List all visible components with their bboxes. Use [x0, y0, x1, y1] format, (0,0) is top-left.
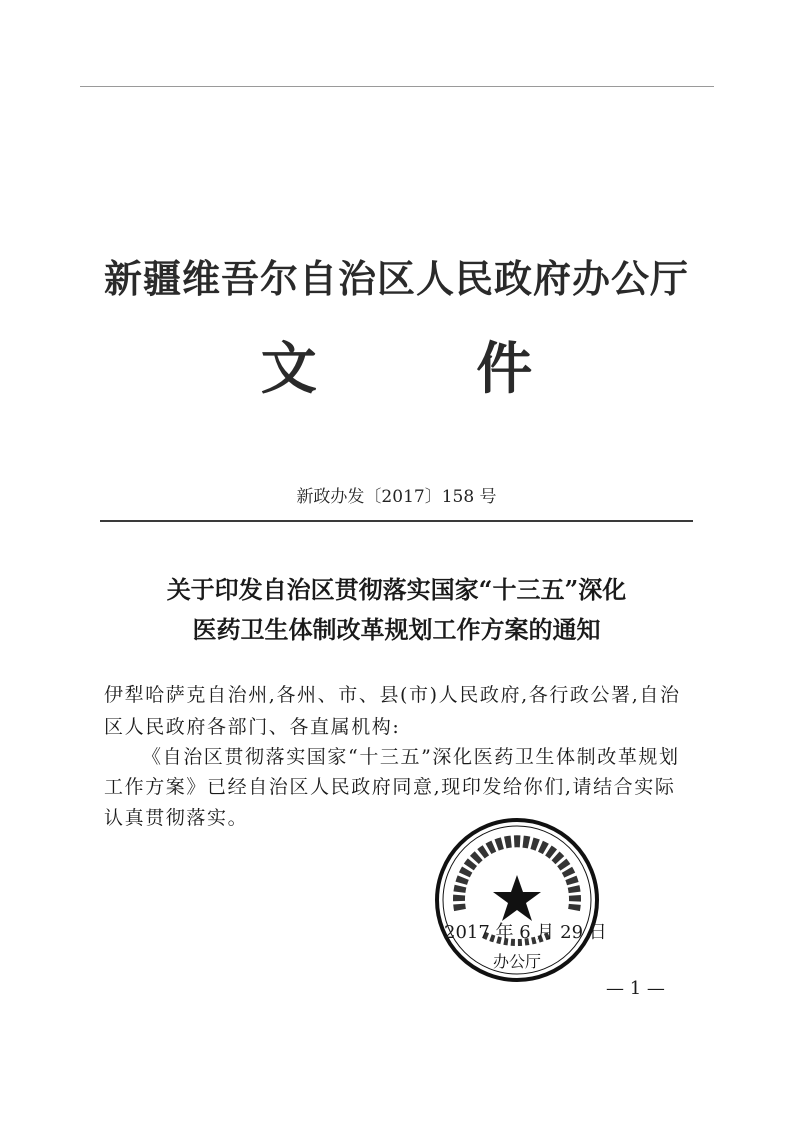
- recipients-line-1: 伊犁哈萨克自治州,各州、市、县(市)人民政府,各行政公署,自治: [104, 684, 681, 706]
- recipients-line-2: 区人民政府各部门、各直属机构:: [104, 716, 401, 738]
- top-divider: [80, 86, 714, 87]
- issue-date: 2017 年 6 月 29 日: [444, 922, 607, 943]
- body-line-3: 认真贯彻落实。: [104, 807, 249, 829]
- notice-title-line-2: 医药卫生体制改革规划工作方案的通知: [192, 615, 601, 644]
- issuer-name: 新疆维吾尔自治区人民政府办公厅: [103, 257, 689, 301]
- official-seal-icon: [432, 815, 602, 985]
- page-number: — 1 —: [606, 978, 665, 999]
- header-divider: [100, 520, 693, 522]
- notice-title-line-1: 关于印发自治区贯彻落实国家“十三五”深化: [166, 575, 627, 604]
- document-number: 新政办发〔2017〕158 号: [296, 487, 497, 507]
- body-line-1: 《自治区贯彻落实国家“十三五”深化医药卫生体制改革规划: [142, 746, 680, 768]
- document-type: 文 件: [260, 337, 603, 402]
- body-line-2: 工作方案》已经自治区人民政府同意,现印发给你们,请结合实际: [104, 776, 676, 798]
- seal-bottom-text: 办公厅: [492, 952, 542, 971]
